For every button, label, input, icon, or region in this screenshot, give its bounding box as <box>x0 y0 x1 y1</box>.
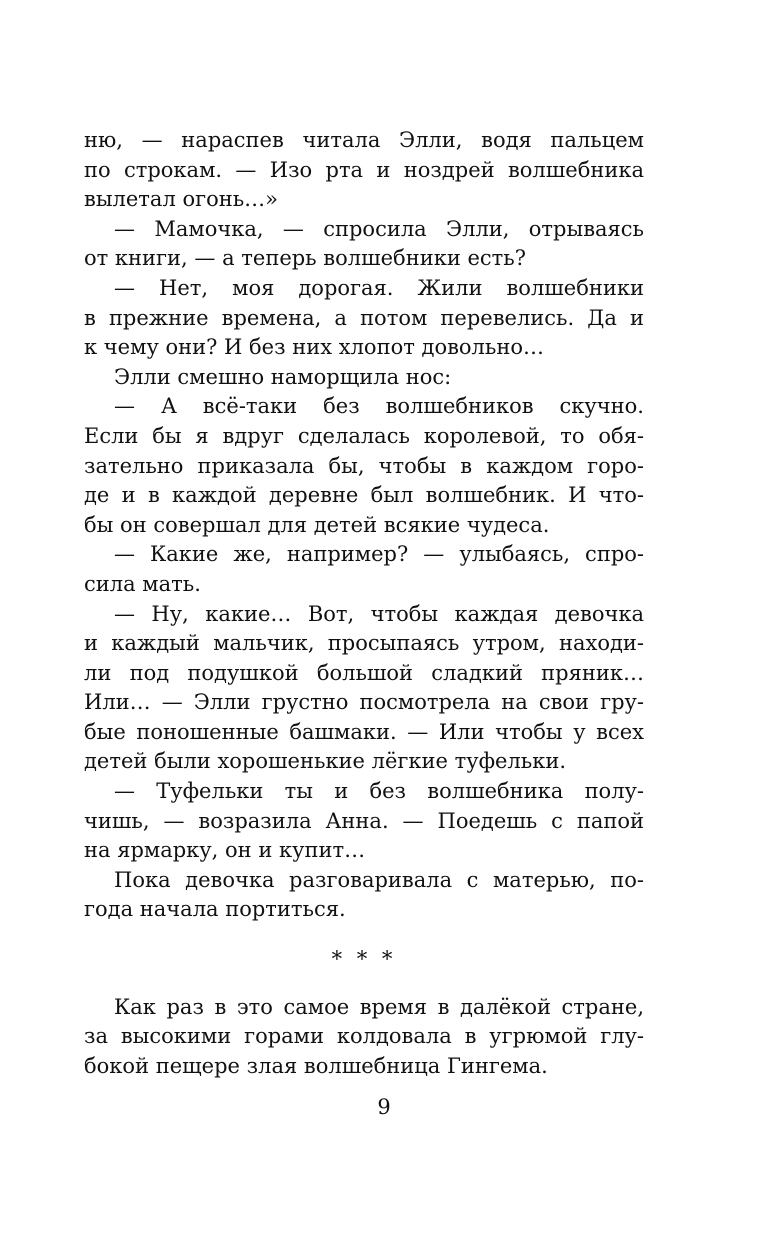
text-line: — Какие же, например? — улыбаясь, спро- <box>114 542 644 567</box>
text-line: Пока девочка разговаривала с матерью, по- <box>114 867 644 892</box>
text-line: зательно приказала бы, чтобы в каждом горо- <box>84 453 644 478</box>
text-line: детей были хорошенькие лёгкие туфельки. <box>84 749 567 774</box>
text-line: от книги, — а теперь волшебники есть? <box>84 246 526 271</box>
text-line: бокой пещере злая волшебница Гингема. <box>84 1053 548 1078</box>
text-line: за высокими горами колдовала в угрюмой глу- <box>84 1024 644 1049</box>
text-line: чишь, — возразила Анна. — Поедешь с папой <box>84 808 644 833</box>
text-line: Или… — Элли грустно посмотрела на свои гру- <box>84 690 644 715</box>
text-line: ли под подушкой большой сладкий пряник… <box>84 660 644 685</box>
text-line: на ярмарку, он и купит… <box>84 838 366 863</box>
text-line: и каждый мальчик, просыпаясь утром, находи- <box>84 631 644 656</box>
text-line: Как раз в это самое время в далёкой стране, <box>114 994 644 1019</box>
text-line: года начала портиться. <box>84 897 346 922</box>
text-line: — Нет, моя дорогая. Жили волшебники <box>114 275 644 300</box>
page-number: 9 <box>377 1095 391 1119</box>
text-line: Элли смешно наморщила нос: <box>114 364 452 389</box>
text-line: бы он совершал для детей всякие чудеса. <box>84 512 550 537</box>
text-line: сила мать. <box>84 571 201 596</box>
text-line: в прежние времена, а потом перевелись. Да и <box>84 305 644 330</box>
text-line: бые поношенные башмаки. — Или чтобы у всех <box>84 719 644 744</box>
text-line: ню, — нараспев читала Элли, водя пальцем <box>84 128 644 152</box>
section-separator: * * * <box>331 947 397 972</box>
text-line: Если бы я вдруг сделалась королевой, то обя- <box>84 423 644 448</box>
book-page-text <box>84 126 644 1081</box>
text-line: де и в каждой деревне был волшебник. И что- <box>84 483 644 508</box>
text-line: — Ну, какие… Вот, чтобы каждая девочка <box>114 601 644 626</box>
text-line: по строкам. — Изо рта и ноздрей волшебника <box>84 157 644 182</box>
text-line: вылетал огонь…» <box>84 187 279 212</box>
text-line: — А всё-таки без волшебников скучно. <box>114 394 644 419</box>
text-line: к чему они? И без них хлопот довольно… <box>84 335 544 360</box>
text-line: — Туфельки ты и без волшебника полу- <box>114 779 644 804</box>
text-line: — Мамочка, — спросила Элли, отрываясь <box>114 216 644 241</box>
